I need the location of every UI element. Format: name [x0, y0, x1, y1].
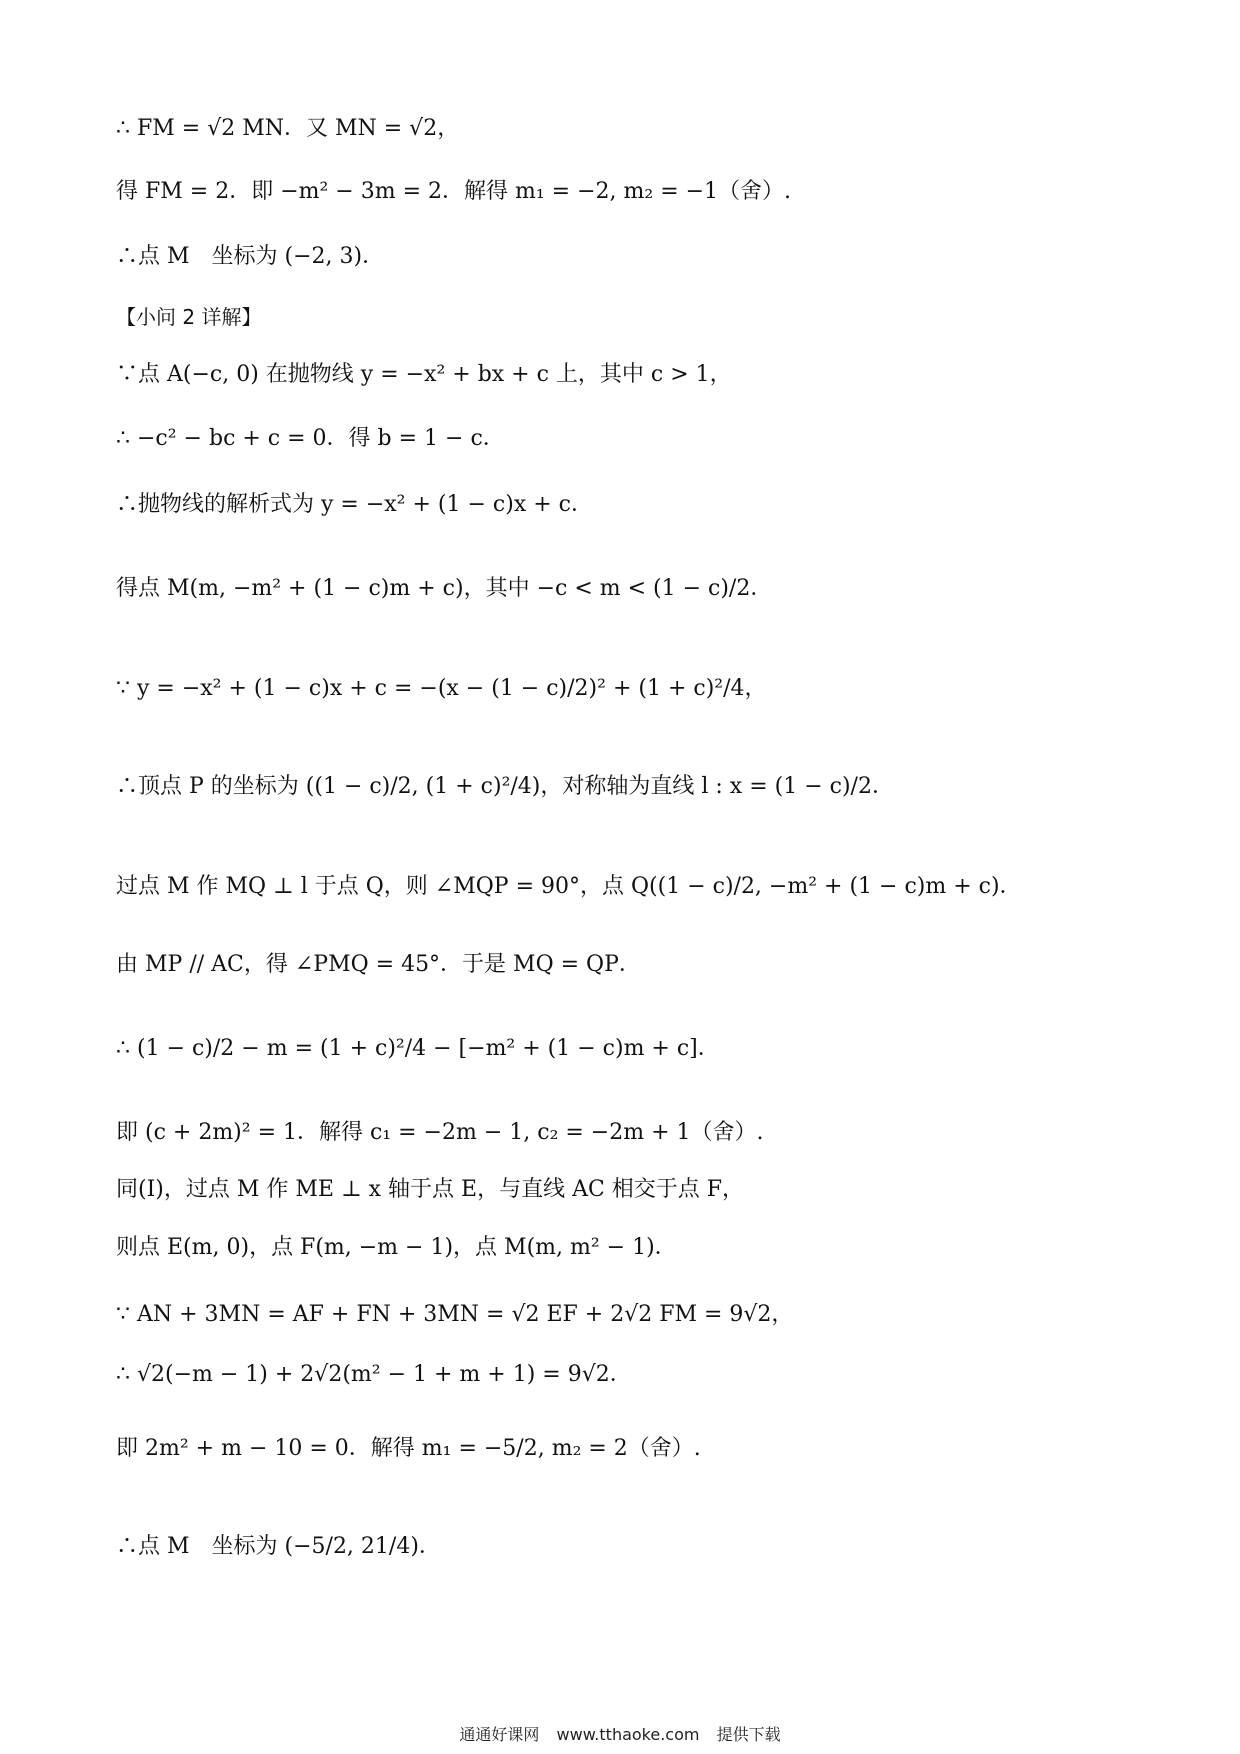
solution-line-12: 由 MP // AC，得 ∠PMQ = 45°．于是 MQ = QP．: [116, 952, 641, 977]
page-footer: [0, 1722, 1240, 1745]
solution-line-17: ∵ AN + 3MN = AF + FN + 3MN = √2 EF + 2√2 FM = 9√2，: [116, 1302, 794, 1327]
solution-line-7: ∴抛物线的解析式为 y = −x² + (1 − c)x + c．: [116, 492, 593, 517]
solution-line-9: ∵ y = −x² + (1 − c)x + c = −(x − (1 − c)/2)² + (1 + c)²/4，: [116, 676, 767, 701]
footer-url[interactable]: www.tthaoke.com: [556, 1725, 700, 1744]
solution-line-1: ∴ FM = √2 MN．又 MN = √2，: [116, 116, 460, 141]
solution-line-14: 即 (c + 2m)² = 1．解得 c₁ = −2m − 1, c₂ = −2m + 1（舍）.: [116, 1120, 764, 1145]
section-heading: 【小问 2 详解】: [116, 305, 262, 329]
solution-line-18: ∴ √2(−m − 1) + 2√2(m² − 1 + m + 1) = 9√2．: [116, 1362, 632, 1387]
footer-note: 提供下载: [716, 1725, 781, 1744]
solution-line-2: 得 FM = 2．即 −m² − 3m = 2．解得 m₁ = −2, m₂ = −1（舍）.: [116, 179, 792, 204]
solution-line-19: 即 2m² + m − 10 = 0．解得 m₁ = −5/2, m₂ = 2（舍）.: [116, 1436, 701, 1461]
solution-line-13: ∴ (1 − c)/2 − m = (1 + c)²/4 − [−m² + (1 − c)m + c]．: [116, 1036, 720, 1061]
solution-line-15: 同(I)，过点 M 作 ME ⊥ x 轴于点 E，与直线 AC 相交于点 F，: [116, 1177, 745, 1202]
solution-line-20: ∴点 M 坐标为 (−5/2, 21/4)．: [116, 1534, 441, 1559]
solution-line-6: ∴ −c² − bc + c = 0．得 b = 1 − c．: [116, 426, 505, 451]
solution-line-11: 过点 M 作 MQ ⊥ l 于点 Q，则 ∠MQP = 90°，点 Q((1 − c)/2, −m² + (1 − c)m + c)．: [116, 874, 1022, 899]
solution-line-16: 则点 E(m, 0)，点 F(m, −m − 1)，点 M(m, m² − 1)．: [116, 1235, 677, 1260]
solution-line-3: ∴点 M 坐标为 (−2, 3)．: [116, 244, 385, 269]
solution-line-8: 得点 M(m, −m² + (1 − c)m + c)，其中 −c < m < (1 − c)/2．: [116, 576, 773, 601]
solution-line-10: ∴顶点 P 的坐标为 ((1 − c)/2, (1 + c)²/4)，对称轴为直线 l : x = (1 − c)/2．: [116, 774, 894, 799]
footer-site-name: 通通好课网: [459, 1725, 540, 1744]
solution-line-5: ∵点 A(−c, 0) 在抛物线 y = −x² + bx + c 上，其中 c > 1，: [116, 362, 732, 387]
